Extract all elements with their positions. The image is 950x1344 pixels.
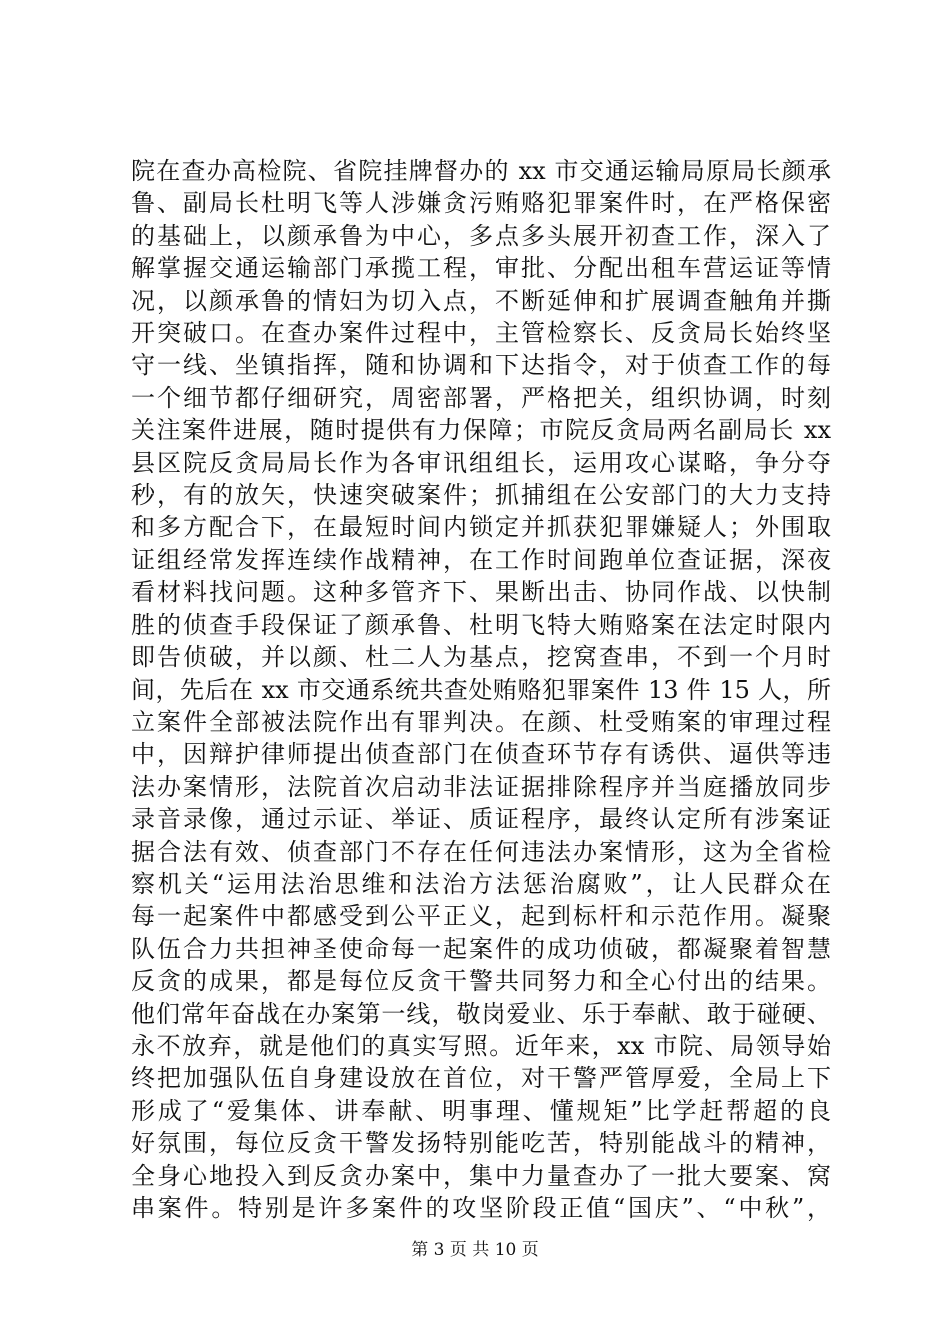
text-line: 录音录像，通过示证、举证、质证程序，最终认定所有涉案证 xyxy=(131,805,831,834)
text-line: 县区院反贪局局长作为各审讯组组长，运用攻心谋略，争分夺 xyxy=(131,448,831,477)
text-line: 据合法有效、侦查部门不存在任何违法办案情形，这为全省检 xyxy=(131,837,831,866)
text-line: 证组经常发挥连续作战精神，在工作时间跑单位查证据，深夜 xyxy=(131,545,831,574)
text-line: 即告侦破，并以颜、杜二人为基点，挖窝查串，不到一个月时 xyxy=(131,643,831,672)
text-line: 和多方配合下，在最短时间内锁定并抓获犯罪嫌疑人；外围取 xyxy=(131,513,831,542)
text-line: 间，先后在 xx 市交通系统共查处贿赂犯罪案件 13 件 15 人，所 xyxy=(131,675,831,704)
text-line: 中，因辩护律师提出侦查部门在侦查环节存有诱供、逼供等违 xyxy=(131,740,831,769)
text-line: 他们常年奋战在办案第一线，敬岗爱业、乐于奉献、敢于碰硬、 xyxy=(131,999,831,1028)
text-line: 守一线、坐镇指挥，随和协调和下达指令，对于侦查工作的每 xyxy=(131,351,831,380)
text-line: 秒，有的放矢，快速突破案件；抓捕组在公安部门的大力支持 xyxy=(131,481,831,510)
text-line: 好氛围，每位反贪干警发扬特别能吃苦，特别能战斗的精神， xyxy=(131,1129,831,1158)
text-line: 鲁、副局长杜明飞等人涉嫌贪污贿赂犯罪案件时，在严格保密 xyxy=(131,189,831,218)
text-line: 反贪的成果，都是每位反贪干警共同努力和全心付出的结果。 xyxy=(131,967,831,996)
text-line: 况，以颜承鲁的情妇为切入点，不断延伸和扩展调查触角并撕 xyxy=(131,286,831,315)
text-line: 终把加强队伍自身建设放在首位，对干警严管厚爱，全局上下 xyxy=(131,1064,831,1093)
text-line: 开突破口。在查办案件过程中，主管检察长、反贪局长始终坚 xyxy=(131,319,831,348)
text-line: 形成了“爱集体、讲奉献、明事理、懂规矩”比学赶帮超的良 xyxy=(131,1096,831,1125)
text-line: 解掌握交通运输部门承揽工程，审批、分配出租车营运证等情 xyxy=(131,254,831,283)
text-line: 院在查办高检院、省院挂牌督办的 xx 市交通运输局原局长颜承 xyxy=(131,157,831,185)
text-line: 察机关“运用法治思维和法治方法惩治腐败”，让人民群众在 xyxy=(131,869,831,898)
text-line: 每一起案件中都感受到公平正义，起到标杆和示范作用。凝聚 xyxy=(131,902,831,931)
text-line: 永不放弃，就是他们的真实写照。近年来，xx 市院、局领导始 xyxy=(131,1031,831,1060)
text-line: 全身心地投入到反贪办案中，集中力量查办了一批大要案、窝 xyxy=(131,1161,831,1190)
text-line: 看材料找问题。这种多管齐下、果断出击、协同作战、以快制 xyxy=(131,578,831,607)
body-paragraph xyxy=(131,155,831,1224)
text-line: 关注案件进展，随时提供有力保障；市院反贪局两名副局长 xx xyxy=(131,416,831,445)
text-line: 胜的侦查手段保证了颜承鲁、杜明飞特大贿赂案在法定时限内 xyxy=(131,610,831,639)
text-line: 立案件全部被法院作出有罪判决。在颜、杜受贿案的审理过程 xyxy=(131,707,831,736)
text-line: 一个细节都仔细研究，周密部署，严格把关，组织协调，时刻 xyxy=(131,383,831,412)
text-line: 的基础上，以颜承鲁为中心，多点多头展开初查工作，深入了 xyxy=(131,221,831,250)
text-line: 串案件。特别是许多案件的攻坚阶段正值“国庆”、“中秋”， xyxy=(131,1194,831,1222)
page-footer: 第 3 页 共 10 页 xyxy=(411,1240,539,1260)
text-line: 队伍合力共担神圣使命每一起案件的成功侦破，都凝聚着智慧 xyxy=(131,934,831,963)
text-line: 法办案情形，法院首次启动非法证据排除程序并当庭播放同步 xyxy=(131,772,831,801)
